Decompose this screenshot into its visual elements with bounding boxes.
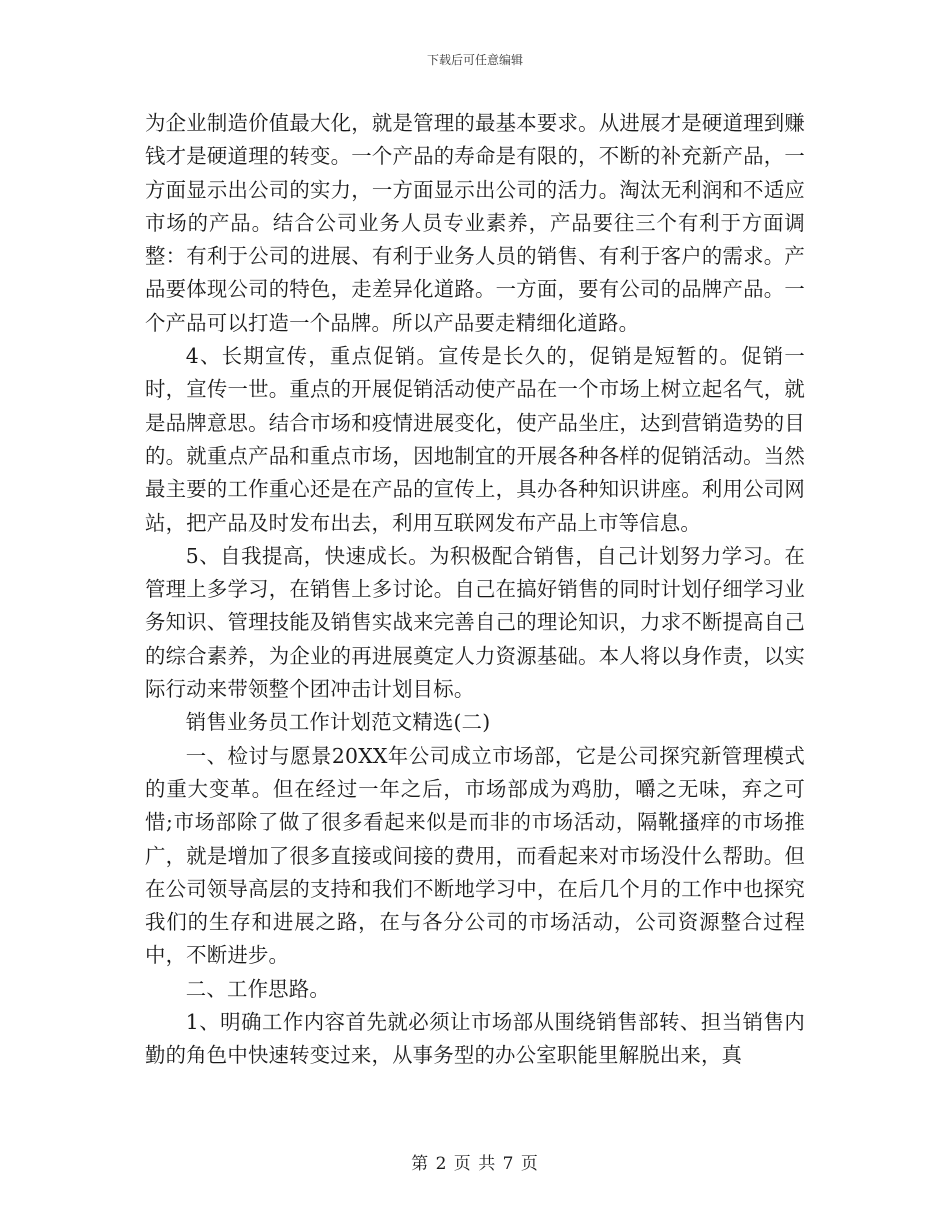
page-footer: 第 2 页 共 7 页 <box>411 1154 539 1174</box>
page-header: 下载后可任意编辑 <box>426 53 523 67</box>
paragraph-3: 5、自我提高，快速成长。为积极配合销售，自己计划努力学习。在管理上多学习，在销售上多讨论。自己在搞好销售的同时计划仔细学习业务知识、管理技能及销售实战来完善自己的理论知识，力求不断提高自己的综合素养，为企业的再进展奠定人力资源基础。本人将以身作责，以实际行动来带领整个团冲击计划目标。 <box>145 543 805 702</box>
paragraph-1: 为企业制造价值最大化，就是管理的最基本要求。从进展才是硬道理到赚钱才是硬道理的转变。一个产品的寿命是有限的，不断的补充新产品，一方面显示出公司的实力，一方面显示出公司的活力。淘汰无利润和不适应市场的产品。结合公司业务人员专业素养，产品要往三个有利于方面调整：有利于公司的进展、有利于业务人员的销售、有利于客户的需求。产品要体现公司的特色，走差异化道路。一方面，要有公司的品牌产品。一个产品可以打造一个品牌。所以产品要走精细化道路。 <box>145 111 805 335</box>
paragraph-7: 1、明确工作内容首先就必须让市场部从围绕销售部转、担当销售内勤的角色中快速转变过来，从事务型的办公室职能里解脱出来，真 <box>145 1010 805 1068</box>
section-title: 销售业务员工作计划范文精选(二) <box>185 710 491 735</box>
paragraph-2: 4、长期宣传，重点促销。宣传是长久的，促销是短暂的。促销一时，宣传一世。重点的开展促销活动使产品在一个市场上树立起名气，就是品牌意思。结合市场和疫情进展变化，使产品坐庄，达到营销造势的目的。就重点产品和重点市场，因地制宜的开展各种各样的促销活动。当然最主要的工作重心还是在产品的宣传上，具办各种知识讲座。利用公司网站，把产品及时发布出去，利用互联网发布产品上市等信息。 <box>145 344 805 535</box>
paragraph-6: 二、工作思路。 <box>185 976 330 1001</box>
document-body <box>145 107 805 1073</box>
paragraph-5: 一、检讨与愿景20XX年公司成立市场部，它是公司探究新管理模式的重大变革。但在经过一年之后，市场部成为鸡肋，嚼之无味，弃之可惜;市场部除了做了很多看起来似是而非的市场活动，隔靴搔痒的市场推广，就是增加了很多直接或间接的费用，而看起来对市场没什么帮助。但在公司领导高层的支持和我们不断地学习中，在后几个月的工作中也探究我们的生存和进展之路，在与各分公司的市场活动，公司资源整合过程中，不断进步。 <box>145 743 805 968</box>
